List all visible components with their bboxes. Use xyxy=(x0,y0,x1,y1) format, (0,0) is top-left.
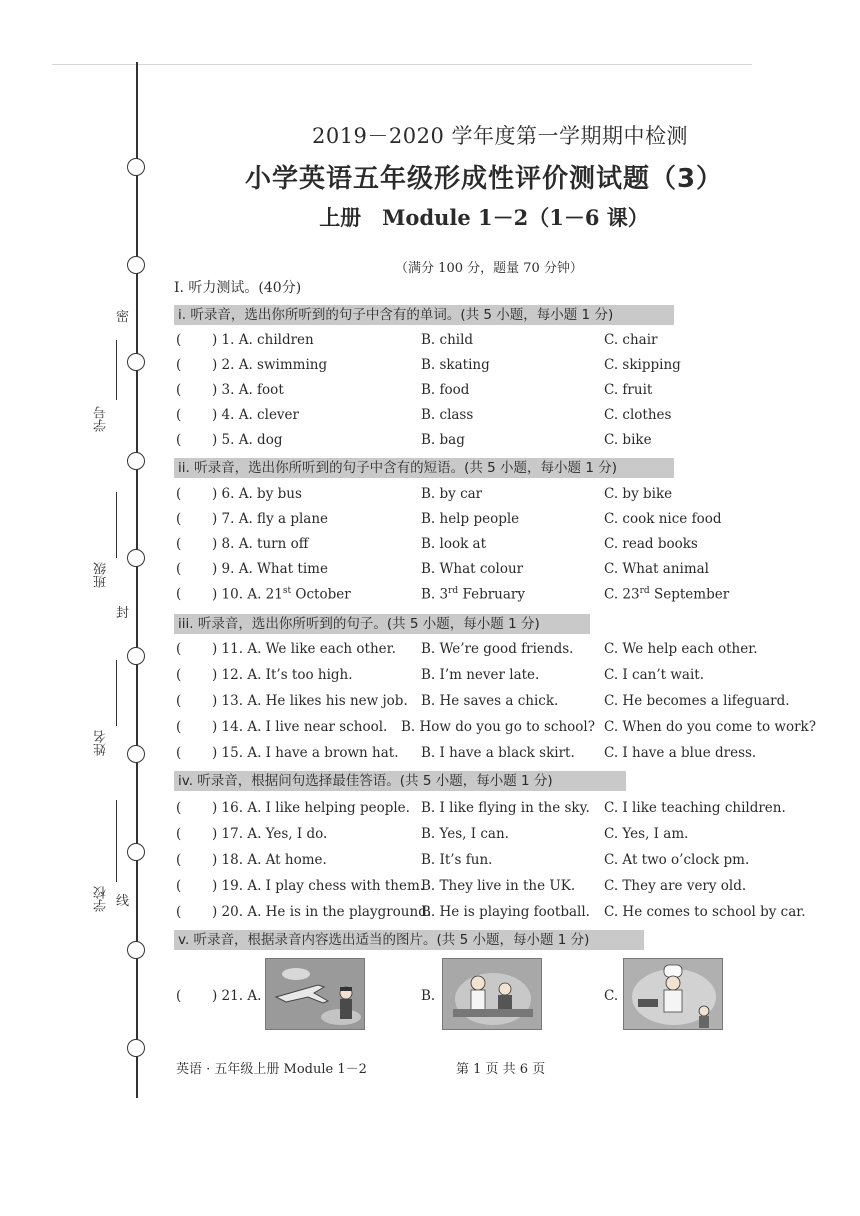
option-a: ) 8. A. turn off xyxy=(212,536,309,552)
answer-bracket[interactable]: ( xyxy=(176,536,182,552)
ordinal-suffix: rd xyxy=(448,586,459,596)
option-c: C. I like teaching children. xyxy=(604,800,786,816)
question-row xyxy=(176,561,816,581)
student-id-line[interactable] xyxy=(116,340,117,400)
option-c: C. They are very old. xyxy=(604,878,747,894)
school-line[interactable] xyxy=(116,800,117,882)
question-row xyxy=(176,719,816,739)
option-b-month: February xyxy=(458,586,525,603)
question-row xyxy=(176,745,816,765)
page-number: 第 1 页 共 6 页 xyxy=(456,1062,546,1077)
picture-option-a[interactable] xyxy=(265,958,365,1030)
exam-score-time: （满分 100 分，题量 70 分钟） xyxy=(395,261,583,276)
option-b: B. Yes, I can. xyxy=(421,826,509,842)
answer-bracket[interactable]: ( xyxy=(176,904,182,920)
answer-bracket[interactable]: ( xyxy=(176,878,182,894)
option-b: B. What colour xyxy=(421,561,524,577)
option-b: B. It’s fun. xyxy=(421,852,493,868)
option-a: ) 7. A. fly a plane xyxy=(212,511,329,527)
option-a: ) 21. A. xyxy=(212,988,262,1004)
option-c: C. cook nice food xyxy=(604,511,722,527)
option-c: C. When do you come to work? xyxy=(604,719,816,735)
option-a: ) 19. A. I play chess with them. xyxy=(212,878,425,894)
option-c: C. He comes to school by car. xyxy=(604,904,806,920)
option-c: C. by bike xyxy=(604,486,673,502)
answer-bracket[interactable]: ( xyxy=(176,382,182,398)
top-rule xyxy=(52,64,752,65)
section-heading: i. 听录音，选出你所听到的句子中含有的单词。(共 5 小题，每小题 1 分) xyxy=(174,305,674,325)
picture-option-b[interactable] xyxy=(442,958,542,1030)
picture-option-c[interactable] xyxy=(623,958,723,1030)
option-b xyxy=(421,586,525,603)
question-row xyxy=(176,641,816,661)
question-row xyxy=(176,693,816,713)
option-c: C. He becomes a lifeguard. xyxy=(604,693,790,709)
option-c: C. Yes, I am. xyxy=(604,826,689,842)
section-heading: v. 听录音，根据录音内容选出适当的图片。(共 5 小题，每小题 1 分) xyxy=(174,930,644,950)
section-heading: iv. 听录音，根据问句选择最佳答语。(共 5 小题，每小题 1 分) xyxy=(174,771,626,791)
option-c-text: C. 23 xyxy=(604,586,640,603)
seal-char-xian: 线 xyxy=(116,894,130,909)
option-a: ) 11. A. We like each other. xyxy=(212,641,396,657)
question-row xyxy=(176,536,816,556)
option-c: C. clothes xyxy=(604,407,672,423)
option-c: C. chair xyxy=(604,332,658,348)
binding-hole xyxy=(127,745,145,763)
question-row xyxy=(176,486,816,506)
option-b: B. He saves a chick. xyxy=(421,693,559,709)
student-id-label: 学号 xyxy=(94,406,109,432)
option-b: B. by car xyxy=(421,486,483,502)
option-a: ) 15. A. I have a brown hat. xyxy=(212,745,399,761)
option-a: ) 4. A. clever xyxy=(212,407,299,423)
option-b: B. I’m never late. xyxy=(421,667,540,683)
option-a: ) 3. A. foot xyxy=(212,382,284,398)
option-a: ) 20. A. He is in the playground. xyxy=(212,904,432,920)
answer-bracket[interactable]: ( xyxy=(176,745,182,761)
option-c: C. read books xyxy=(604,536,698,552)
option-c: C. We help each other. xyxy=(604,641,758,657)
answer-bracket[interactable]: ( xyxy=(176,486,182,502)
section-heading: iii. 听录音，选出你所听到的句子。(共 5 小题，每小题 1 分) xyxy=(174,614,590,634)
binding-hole xyxy=(127,353,145,371)
exam-scope: 上册 Module 1－2（1－6 课） xyxy=(319,205,649,230)
answer-bracket[interactable]: ( xyxy=(176,826,182,842)
option-b: B. skating xyxy=(421,357,490,373)
question-row xyxy=(176,904,816,924)
option-c xyxy=(604,586,729,603)
ordinal-suffix: st xyxy=(282,586,292,596)
option-c: C. xyxy=(604,988,619,1004)
answer-bracket[interactable]: ( xyxy=(176,641,182,657)
answer-bracket[interactable]: ( xyxy=(176,852,182,868)
answer-bracket[interactable]: ( xyxy=(176,332,182,348)
seal-char-mi: 密 xyxy=(116,310,130,325)
option-a: ) 2. A. swimming xyxy=(212,357,328,373)
binding-hole xyxy=(127,452,145,470)
footer-subject: 英语 · 五年级上册 Module 1－2 xyxy=(176,1062,367,1077)
answer-bracket[interactable]: ( xyxy=(176,586,182,602)
seal-char-feng: 封 xyxy=(116,606,130,621)
doctor-patient-illustration xyxy=(443,959,542,1030)
option-a: ) 16. A. I like helping people. xyxy=(212,800,410,816)
option-b-text: B. 3 xyxy=(421,586,449,603)
name-label: 姓名 xyxy=(94,730,109,756)
part-title: I. 听力测试。(40分) xyxy=(174,280,302,296)
name-line[interactable] xyxy=(116,660,117,726)
option-a-text: ) 10. A. 21 xyxy=(212,586,283,603)
exam-term-title: 2019－2020 学年度第一学期期中检测 xyxy=(311,124,689,148)
option-c: C. bike xyxy=(604,432,652,448)
answer-bracket[interactable]: ( xyxy=(176,667,182,683)
question-row xyxy=(176,586,816,606)
option-a: ) 1. A. children xyxy=(212,332,314,348)
option-b: B. food xyxy=(421,382,470,398)
option-b: B. I like flying in the sky. xyxy=(421,800,590,816)
option-c: C. What animal xyxy=(604,561,709,577)
answer-bracket[interactable]: ( xyxy=(176,719,182,735)
class-line[interactable] xyxy=(116,492,117,558)
school-label: 学校 xyxy=(94,886,109,912)
answer-bracket[interactable]: ( xyxy=(176,407,182,423)
answer-bracket[interactable]: ( xyxy=(176,432,182,448)
option-a: ) 17. A. Yes, I do. xyxy=(212,826,328,842)
answer-bracket[interactable]: ( xyxy=(176,511,182,527)
option-c: C. fruit xyxy=(604,382,653,398)
option-a: ) 6. A. by bus xyxy=(212,486,302,502)
option-a: ) 9. A. What time xyxy=(212,561,328,577)
question-row xyxy=(176,826,816,846)
option-b: B. They live in the UK. xyxy=(421,878,576,894)
question-row xyxy=(176,511,816,531)
question-row xyxy=(176,332,816,352)
option-b: B. look at xyxy=(421,536,487,552)
option-c: C. I have a blue dress. xyxy=(604,745,757,761)
section-heading: ii. 听录音，选出你所听到的句子中含有的短语。(共 5 小题，每小题 1 分) xyxy=(174,458,674,478)
question-row xyxy=(176,852,816,872)
exam-title: 小学英语五年级形成性评价测试题（3） xyxy=(244,164,724,194)
option-a xyxy=(212,586,351,603)
option-a-month: October xyxy=(291,586,351,603)
option-b: B. xyxy=(421,988,436,1004)
option-b: B. help people xyxy=(421,511,520,527)
question-row xyxy=(176,357,816,377)
binding-hole xyxy=(127,1039,145,1057)
binding-hole xyxy=(127,647,145,665)
answer-bracket[interactable]: ( xyxy=(176,357,182,373)
question-row xyxy=(176,667,816,687)
option-c-month: September xyxy=(649,586,730,603)
ordinal-suffix: rd xyxy=(639,586,650,596)
answer-bracket[interactable]: ( xyxy=(176,561,182,577)
option-c: C. skipping xyxy=(604,357,681,373)
option-b: B. We’re good friends. xyxy=(421,641,574,657)
question-row xyxy=(176,432,816,452)
binding-hole xyxy=(127,941,145,959)
binding-hole xyxy=(127,843,145,861)
binding-hole xyxy=(127,549,145,567)
option-b: B. bag xyxy=(421,432,465,448)
option-c: C. At two o’clock pm. xyxy=(604,852,750,868)
option-a: ) 14. A. I live near school. xyxy=(212,719,388,735)
question-row xyxy=(176,407,816,427)
option-a: ) 13. A. He likes his new job. xyxy=(212,693,408,709)
answer-bracket[interactable]: ( xyxy=(176,693,182,709)
class-label: 班级 xyxy=(94,562,109,588)
option-b: B. How do you go to school? xyxy=(401,719,595,735)
option-c: C. I can’t wait. xyxy=(604,667,705,683)
question-row xyxy=(176,800,816,820)
option-b: B. He is playing football. xyxy=(421,904,590,920)
chef-cooking-illustration xyxy=(624,959,723,1030)
answer-bracket[interactable]: ( xyxy=(176,800,182,816)
answer-bracket[interactable]: ( xyxy=(176,988,182,1004)
option-a: ) 12. A. It’s too high. xyxy=(212,667,353,683)
pilot-airplane-illustration xyxy=(266,959,365,1030)
option-a: ) 5. A. dog xyxy=(212,432,283,448)
option-a: ) 18. A. At home. xyxy=(212,852,327,868)
option-b: B. I have a black skirt. xyxy=(421,745,575,761)
question-row xyxy=(176,382,816,402)
question-row xyxy=(176,878,816,898)
option-b: B. class xyxy=(421,407,474,423)
option-b: B. child xyxy=(421,332,474,348)
